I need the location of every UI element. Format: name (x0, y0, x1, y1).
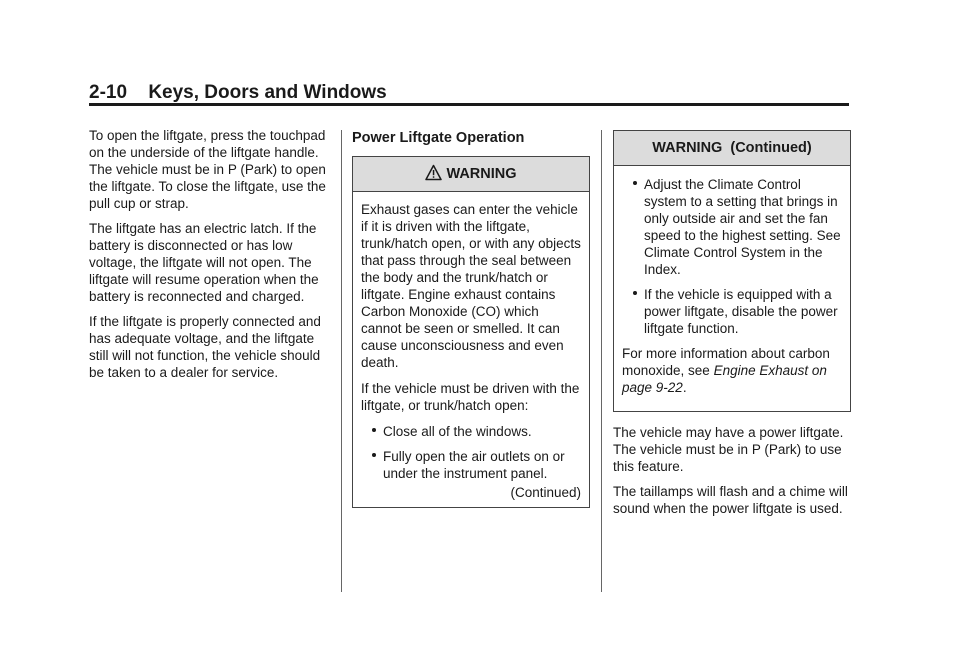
paragraph-dealer-service: If the liftgate is properly connected and has adequate voltage, and the liftgate still will not function, the vehicle should be taken to a dealer for service. (89, 314, 321, 380)
column-divider-1 (341, 130, 342, 592)
continued-label: (Continued) (510, 485, 581, 500)
more-info-end: . (682, 380, 687, 395)
paragraph-open-liftgate: To open the liftgate, press the touchpad on the underside of the liftgate handle. The vehicle must be in P (Park) to open the liftgate. To close the liftgate, use the pull cup or strap. (89, 128, 326, 211)
column-divider-2 (601, 130, 602, 592)
warning-title: WARNING (446, 166, 517, 182)
warning-continued-body (614, 166, 850, 411)
warning-continued-box (613, 130, 851, 412)
list-item: Adjust the Climate Control system to a setting that brings in only outside air and set the fan speed to the highest setting. See Climate Control System in the Index. (622, 176, 842, 278)
header-rule (89, 103, 849, 106)
list-item: Close all of the windows. (361, 423, 581, 440)
paragraph-electric-latch: The liftgate has an electric latch. If the battery is disconnected or has low voltage, the liftgate will not open. The liftgate will resume operation when the battery is reconnected and charged. (89, 221, 319, 304)
more-info-paragraph (622, 345, 842, 396)
warning-paragraph-exhaust: Exhaust gases can enter the vehicle if it is driven with the liftgate, trunk/hatch open, or with any objects that pass through the seal between the body and the trunk/hatch or liftgate. Engine exhaust contains Carbon Monoxide (CO) which cannot be seen or smelled. It can cause unconsciousness and even death. (361, 202, 581, 370)
warning-body (353, 192, 589, 507)
paragraph-power-liftgate: The vehicle may have a power liftgate. The vehicle must be in P (Park) to use this feature. (613, 425, 844, 474)
engine-exhaust-reference: Engine Exhaust on page 9-22 (622, 363, 827, 395)
warning-paragraph-driven-open: If the vehicle must be driven with the liftgate, or trunk/hatch open: (361, 381, 580, 413)
warning-continued-bullet-list (622, 176, 842, 337)
warning-continued-header: WARNING (Continued) (614, 131, 850, 166)
subheading-power-liftgate: Power Liftgate Operation (352, 130, 525, 146)
warning-box (352, 156, 590, 508)
paragraph-taillamps: The taillamps will flash and a chime will sound when the power liftgate is used. (613, 484, 848, 516)
warning-bullet-list (361, 423, 581, 482)
column-3-text (613, 424, 851, 517)
column-1 (89, 127, 333, 389)
warning-triangle-icon (425, 160, 442, 194)
column-2 (352, 127, 590, 508)
list-item: Fully open the air outlets on or under the instrument panel. (361, 448, 581, 482)
list-item: If the vehicle is equipped with a power liftgate, disable the power liftgate function. (622, 286, 842, 337)
more-info-text: For more information about carbon monoxide, see (622, 346, 830, 378)
section-title: Keys, Doors and Windows (148, 82, 387, 103)
page-number: 2-10 (89, 82, 128, 103)
page-header (89, 82, 387, 104)
column-3 (613, 130, 851, 525)
warning-header (353, 157, 589, 192)
